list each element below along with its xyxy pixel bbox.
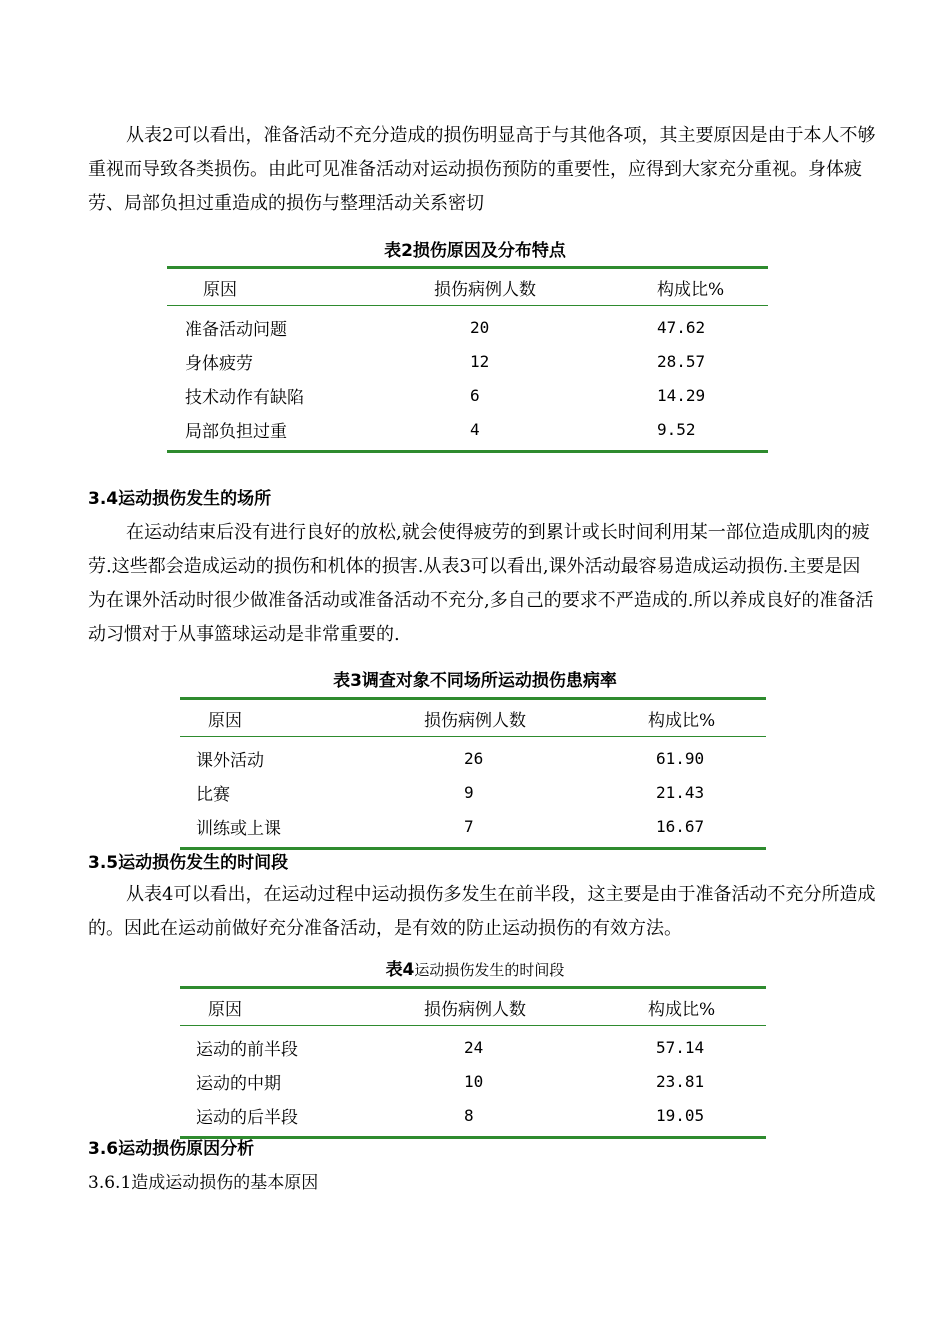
table3-cell-cause: 课外活动 [196, 750, 264, 771]
table-row [180, 1098, 766, 1138]
table-row [167, 306, 768, 345]
table3-header-ratio: 构成比% [648, 699, 766, 737]
table4-cell-cause: 运动的中期 [196, 1073, 281, 1094]
table4-cell-count: 10 [464, 1071, 484, 1091]
table2-header-count: 损伤病例人数 [434, 268, 657, 306]
table-row [167, 344, 768, 378]
table3-header-row [180, 699, 766, 737]
table2-cell-cause: 准备活动问题 [185, 319, 287, 340]
table3-cell-ratio: 16.67 [648, 809, 766, 849]
section-3-5-paragraph: 从表4可以看出，在运动过程中运动损伤多发生在前半段，这主要是由于准备活动不充分所造成的。因此在运动前做好充分准备活动，是有效的防止运动损伤的有效方法。 [88, 884, 876, 939]
table-row [180, 809, 766, 849]
table2-cell-cause: 局部负担过重 [167, 412, 434, 452]
table-row [167, 412, 768, 452]
section-3-6-1-subheading: 3.6.1造成运动损伤的基本原因 [88, 1173, 319, 1193]
table2-header-row [167, 268, 768, 306]
section-3-4-heading: 3.4运动损伤发生的场所 [88, 489, 272, 509]
table2-cell-count: 4 [434, 412, 657, 452]
table2-header-ratio: 构成比% [657, 268, 768, 306]
table3-caption [0, 666, 950, 691]
table-row [180, 1026, 766, 1065]
table3-cell-ratio: 61.90 [656, 748, 705, 768]
table2-caption [0, 236, 950, 261]
intro-paragraph: 从表2可以看出，准备活动不充分造成的损伤明显高于与其他各项，其主要原因是由于本人不够重视而导致各类损伤。由此可见准备活动对运动损伤预防的重要性，应得到大家充分重视。身体疲劳、局部负担过重造成的损伤与整理活动关系密切 [88, 125, 876, 214]
section-3-4-paragraph: 在运动结束后没有进行良好的放松,就会使得疲劳的到累计或长时间利用某一部位造成肌肉的疲劳.这些都会造成运动的损伤和机体的损害.从表3可以看出,课外活动最容易造成运动损伤.主要是因为在课外活动时很少做准备活动或准备活动不充分,多自己的要求不严造成的.所以养成良好的准备活动习惯对于从事篮球运动是非常重要的. [88, 522, 874, 645]
table3-cell-count: 7 [424, 809, 648, 849]
table4-cell-cause: 运动的前半段 [196, 1039, 298, 1060]
table2-cell-count: 12 [470, 351, 490, 371]
table4-caption-text: 运动损伤发生的时间段 [414, 961, 565, 979]
table4-header-cause: 原因 [180, 988, 424, 1026]
table4-header-count: 损伤病例人数 [424, 988, 648, 1026]
table3-header-cause: 原因 [180, 699, 424, 737]
table4-cell-count: 8 [424, 1098, 648, 1138]
table4 [180, 986, 766, 1139]
table4-caption-number: 表4 [385, 960, 415, 980]
table3-cell-count: 9 [464, 782, 474, 802]
section-3-6-heading: 3.6运动损伤原因分析 [88, 1139, 255, 1159]
table-row [167, 378, 768, 412]
table4-caption [0, 955, 950, 980]
table4-cell-count: 24 [464, 1037, 484, 1057]
table-row [180, 1064, 766, 1098]
table2 [167, 266, 768, 453]
table2-caption-text: 表2损伤原因及分布特点 [384, 241, 566, 261]
table2-cell-ratio: 14.29 [657, 385, 706, 405]
table3 [180, 697, 766, 850]
table4-cell-ratio: 57.14 [656, 1037, 705, 1057]
table4-cell-ratio: 19.05 [648, 1098, 766, 1138]
table2-cell-ratio: 47.62 [657, 317, 706, 337]
table3-caption-text: 表3调查对象不同场所运动损伤患病率 [333, 671, 617, 691]
table4-header-ratio: 构成比% [648, 988, 766, 1026]
table2-cell-ratio: 9.52 [657, 412, 768, 452]
section-3-5-heading: 3.5运动损伤发生的时间段 [88, 853, 289, 873]
table-row [180, 775, 766, 809]
table3-cell-ratio: 21.43 [656, 782, 705, 802]
table3-cell-cause: 训练或上课 [180, 809, 424, 849]
table3-header-count: 损伤病例人数 [424, 699, 648, 737]
table2-cell-cause: 身体疲劳 [185, 353, 253, 374]
table2-header-cause: 原因 [167, 268, 434, 306]
table2-cell-count: 6 [470, 385, 480, 405]
table3-cell-count: 26 [464, 748, 484, 768]
table2-cell-cause: 技术动作有缺陷 [185, 387, 304, 408]
table2-cell-ratio: 28.57 [657, 351, 706, 371]
table4-cell-ratio: 23.81 [656, 1071, 705, 1091]
table4-cell-cause: 运动的后半段 [180, 1098, 424, 1138]
table-row [180, 737, 766, 776]
table2-cell-count: 20 [470, 317, 490, 337]
table3-cell-cause: 比赛 [196, 784, 230, 805]
table4-header-row [180, 988, 766, 1026]
